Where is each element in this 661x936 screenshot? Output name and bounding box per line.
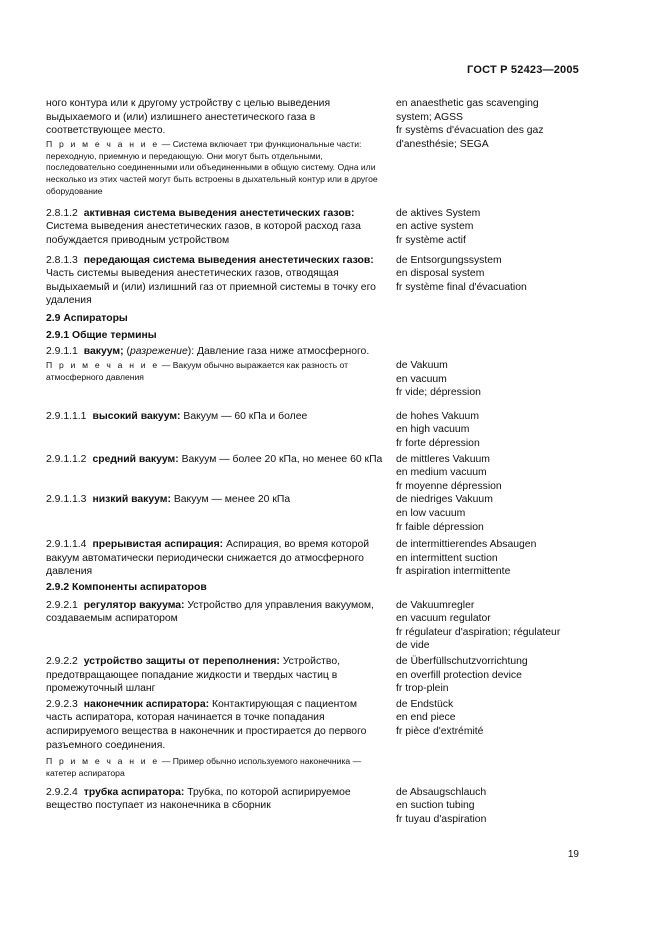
term-number: 2.9.1.1.2 (46, 453, 87, 465)
term-name: прерывистая аспирация: (92, 539, 224, 551)
page-number: 19 (567, 849, 579, 860)
translation-line: en medium vacuum (396, 467, 487, 479)
definition-text: Вакуум — более 20 кПа, но менее 60 кПа (178, 453, 383, 465)
note-text: — Вакуум обычно выражается как разность от атмосферного давления (46, 359, 349, 382)
definition-text: Контактирующая с пациентом часть аспиратора, которая начинается в точке попадания аспирируемого вещества в наконечник и простирается до первого разъемного соединения. (46, 698, 367, 751)
term-definition (46, 410, 384, 424)
term-definition (46, 698, 384, 780)
term-entry (46, 538, 586, 579)
translation-line: en intermittent suction (396, 552, 498, 564)
definition-text: Аспирация, во время которой вакуум автоматически периодически снижается до атмосферного давления (46, 539, 370, 578)
term-translations (396, 254, 586, 295)
term-name: вакуум; (83, 346, 124, 358)
translation-line: en anaesthetic gas scavenging (396, 98, 539, 109)
definition-text: ного контура или к другому устройству с целью выведения выдыхаемого и (или) излишнего анестетического газа в соответствующее место. (46, 98, 331, 137)
translation-line: system; AGSS (396, 111, 463, 123)
translation-line: de Vakuumregler (396, 599, 475, 611)
translation-line: en active system (396, 221, 474, 233)
translation-line: fr tuyau d'aspiration (396, 813, 487, 825)
term-note (46, 756, 384, 780)
term-number: 2.8.1.3 (46, 254, 78, 266)
term-entry (46, 698, 586, 780)
definition-text: Часть системы выведения анестетических газов, отводящая выдыхаемый и (или) излишний газ от приемной системы в точку его удаления (46, 268, 376, 307)
term-definition (46, 493, 384, 507)
translation-line: fr aspiration intermittente (396, 566, 511, 578)
term-definition (46, 254, 384, 308)
term-name: трубка аспиратора: (83, 786, 185, 798)
term-number: 2.9.2.2 (46, 655, 78, 667)
term-translations (396, 599, 586, 653)
translation-line: de Entsorgungssystem (396, 254, 502, 266)
translation-line: fr vide; dépression (396, 387, 481, 399)
translation-line: d'anesthésie; SEGA (396, 138, 489, 150)
term-definition (46, 655, 384, 696)
translation-line: de aktives System (396, 207, 481, 219)
term-definition (46, 538, 384, 579)
term-entry (46, 97, 586, 198)
term-entry (46, 453, 586, 494)
note-text: — Пример обычно используемого наконечника — катетер аспиратора (46, 756, 362, 778)
term-number: 2.9.2.1 (46, 599, 78, 611)
term-name: низкий вакуум: (92, 494, 171, 506)
terms-content (46, 97, 586, 827)
term-number: 2.8.1.2 (46, 207, 78, 219)
term-entry (46, 786, 586, 827)
term-definition (46, 97, 384, 198)
term-number: 2.9.2.3 (46, 698, 78, 710)
term-definition: 2.9.1.1 вакуум; (разрежение): Давление газа ниже атмосферного. П р и м е ч а н и е — Вакуум обычно выражается как разность от атмосферного давления (46, 345, 384, 383)
translation-line: fr systèms d'évacuation des gaz (396, 125, 544, 137)
term-note (46, 139, 384, 198)
translation-line: fr forte dépression (396, 438, 480, 450)
document-header: ГОСТ Р 52423—2005 (467, 64, 579, 76)
term-translations (396, 493, 586, 534)
translation-line: de mittleres Vakuum (396, 453, 490, 465)
term-name: активная система выведения анестетических газов: (83, 207, 355, 219)
translation-line: de Vakuum (396, 360, 448, 372)
definition-text: Вакуум — менее 20 кПа (170, 494, 291, 506)
term-number: 2.9.1.1.3 (46, 494, 87, 506)
term-entry (46, 207, 586, 248)
note-label: П р и м е ч а н и е (46, 138, 160, 149)
term-entry (46, 599, 586, 653)
term-translations (396, 786, 586, 827)
term-number: 2.9.1.1 (46, 346, 78, 358)
definition-text: Устройство, предотвращающее попадание жидкости и твердых частиц в промежуточный шланг (46, 655, 341, 695)
term-name: наконечник аспиратора: (83, 698, 210, 710)
definition-text: Вакуум — 60 кПа и более (180, 410, 308, 422)
term-entry (46, 493, 586, 534)
translation-line: en high vacuum (396, 424, 470, 436)
term-translations (396, 410, 586, 451)
term-definition (46, 786, 384, 813)
translation-line: en suction tubing (396, 800, 475, 812)
term-translations (396, 698, 586, 739)
translation-line: de Endstück (396, 698, 454, 710)
translation-line: fr faible dépression (396, 521, 484, 533)
translation-line: en overfill protection device (396, 669, 522, 681)
term-name: средний вакуум: (92, 453, 179, 465)
definition-text: Устройство для управления вакуумом, создаваемым аспиратором (46, 599, 374, 625)
definition-text: ): Давление газа ниже атмосферного. (187, 346, 370, 358)
term-translations (396, 655, 586, 696)
translation-line: fr système actif (396, 234, 466, 246)
term-name: устройство защиты от переполнения: (83, 655, 280, 667)
term-translations (396, 538, 586, 579)
term-translations (396, 359, 586, 400)
term-name: высокий вакуум: (92, 410, 181, 422)
term-definition (46, 599, 384, 626)
subsection-heading: 2.9.1 Общие термины (46, 329, 157, 341)
translation-line: de hohes Vakuum (396, 410, 479, 422)
translation-line: fr trop-plein (396, 683, 449, 695)
term-number: 2.9.2.4 (46, 786, 78, 798)
translation-line: en vacuum (396, 373, 447, 385)
term-note (46, 360, 384, 384)
definition-text: Трубка, по которой аспирируемое вещество поступает из наконечника в сборник (46, 786, 351, 812)
note-label: П р и м е ч а н и е (46, 756, 160, 767)
term-entry (46, 410, 586, 451)
translation-line: de intermittierendes Absaugen (396, 539, 537, 551)
translation-line: fr moyenne dépression (396, 480, 502, 492)
translation-line: fr pièce d'extrémité (396, 725, 484, 737)
translation-line: en vacuum regulator (396, 613, 491, 625)
translation-line: en disposal system (396, 268, 485, 280)
note-label: П р и м е ч а н и е (46, 359, 160, 370)
term-translations (396, 453, 586, 494)
translation-line: de Überfüllschutzvorrichtung (396, 655, 528, 667)
term-number: 2.9.1.1.1 (46, 410, 87, 422)
term-synonym: разрежение (129, 346, 188, 358)
term-entry (46, 254, 586, 308)
translation-line: de vide (396, 640, 430, 652)
translation-line: de Absaugschlauch (396, 786, 487, 798)
note-text: — Система включает три функциональные части: переходную, приемную и передающую. Они могут быть отдельными, последовательно соединенными или объединенными в общую систему. Одна или несколько из этих частей могут быть встроены в дыхательный контур или в другое оборудование (46, 138, 378, 196)
term-definition (46, 453, 384, 467)
term-translations (396, 97, 586, 151)
subsection-heading: 2.9.2 Компоненты аспираторов (46, 582, 207, 594)
term-entry (46, 655, 586, 696)
definition-text: Система выведения анестетических газов, в которой расход газа побуждается приводным устройством (46, 221, 361, 246)
term-definition (46, 207, 384, 248)
section-heading: 2.9 Аспираторы (46, 312, 128, 324)
translation-line: en end piece (396, 712, 456, 724)
translation-line: fr régulateur d'aspiration; régulateur (396, 626, 561, 638)
term-name: передающая система выведения анестетических газов: (83, 254, 374, 266)
translation-line: fr système final d'évacuation (396, 281, 527, 293)
term-entry (46, 345, 586, 400)
term-number: 2.9.1.1.4 (46, 539, 87, 551)
term-name: регулятор вакуума: (83, 599, 185, 611)
term-translations (396, 207, 586, 248)
translation-line: en low vacuum (396, 508, 466, 520)
translation-line: de niedriges Vakuum (396, 494, 493, 506)
